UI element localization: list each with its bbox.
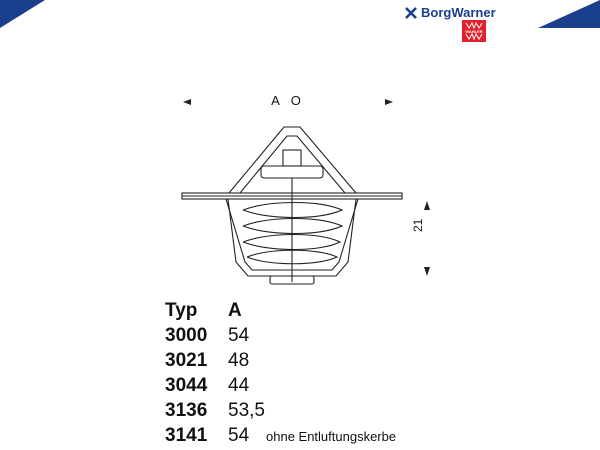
table-row (165, 348, 396, 373)
height-label: 21 (411, 218, 425, 232)
cell-note (266, 398, 396, 423)
cell-a: 53,5 (228, 400, 265, 421)
table-row (165, 423, 396, 449)
table-row (165, 373, 396, 398)
cell-note (266, 323, 396, 348)
diameter-label: A O (271, 93, 305, 108)
cell-typ: 3141 (165, 425, 208, 446)
cell-typ: 3000 (165, 325, 208, 346)
cell-note (266, 373, 396, 398)
table-row (165, 323, 396, 348)
header-typ: Typ (165, 300, 198, 321)
cell-note (266, 348, 396, 373)
spec-table (165, 298, 396, 449)
cell-a: 54 (228, 425, 250, 446)
wahler-label: WAHLER (465, 29, 483, 34)
cell-note: ohne Entluftungskerbe (266, 429, 397, 444)
brand-name: BorgWarner (421, 5, 496, 20)
cell-typ: 3136 (165, 400, 208, 421)
table-row (165, 398, 396, 423)
header-a: A (228, 300, 242, 321)
cell-typ: 3021 (165, 350, 208, 371)
table-header-row (165, 298, 396, 323)
cell-typ: 3044 (165, 375, 208, 396)
cell-a: 54 (228, 325, 250, 346)
cell-a: 48 (228, 350, 250, 371)
cell-a: 44 (228, 375, 250, 396)
